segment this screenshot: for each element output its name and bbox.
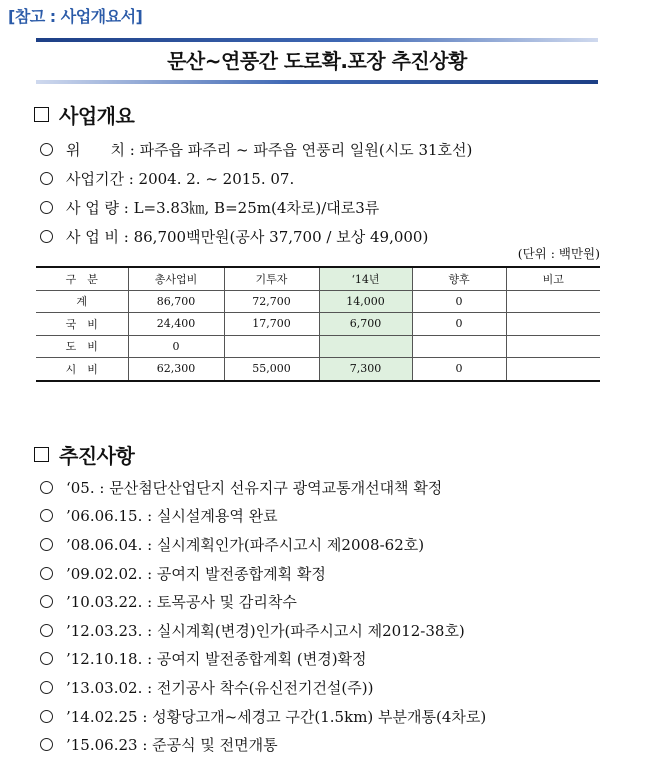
list-item: 사업기간 : 2004. 2. ~ 2015. 07.: [40, 164, 472, 193]
overview-heading: [34, 100, 134, 129]
circle-bullet-icon: [40, 710, 53, 723]
list-item: ’14.02.25 : 성황당고개~세경고 구간(1.5km) 부분개통(4차로): [40, 702, 486, 731]
list-item: ’09.02.02. : 공여지 발전종합계획 확정: [40, 559, 486, 588]
square-bullet-icon: [34, 107, 49, 122]
circle-bullet-icon: [40, 681, 53, 694]
table-cell: [319, 335, 412, 358]
header-cell: ‘14년: [319, 267, 412, 290]
table-cell: [224, 335, 319, 358]
title-bottom-bar: [36, 80, 598, 84]
table-cell: [412, 335, 506, 358]
table-cell: 국 비: [36, 313, 128, 336]
table-row: [36, 313, 600, 336]
progress-heading-text: 추진사항: [59, 444, 135, 468]
list-item: ’13.03.02. : 전기공사 착수(유신전기건설(주)): [40, 673, 486, 702]
circle-bullet-icon: [40, 201, 53, 214]
table-cell: 0: [128, 335, 224, 358]
table-cell: 도 비: [36, 335, 128, 358]
progress-list: [40, 473, 486, 759]
page-title: 문산~연풍간 도로확.포장 추진상황: [167, 49, 467, 73]
list-item: 사 업 비 : 86,700백만원(공사 37,700 / 보상 49,000): [40, 222, 472, 251]
table-cell: 시 비: [36, 358, 128, 381]
unit-note: (단위 : 백만원): [517, 246, 600, 261]
table-cell: 17,700: [224, 313, 319, 336]
list-item: ’08.06.04. : 실시계획인가(파주시고시 제2008-62호): [40, 530, 486, 559]
circle-bullet-icon: [40, 624, 53, 637]
circle-bullet-icon: [40, 172, 53, 185]
circle-bullet-icon: [40, 143, 53, 156]
table-cell: [506, 290, 600, 313]
progress-heading: [34, 440, 134, 469]
list-item: ’10.03.22. : 토목공사 및 감리착수: [40, 587, 486, 616]
header-cell: 비고: [506, 267, 600, 290]
circle-bullet-icon: [40, 567, 53, 580]
table-cell: [506, 358, 600, 381]
header-cell: 기투자: [224, 267, 319, 290]
circle-bullet-icon: [40, 738, 53, 751]
table-cell: 7,300: [319, 358, 412, 381]
list-item: ’12.03.23. : 실시계획(변경)인가(파주시고시 제2012-38호): [40, 616, 486, 645]
title-block: [36, 38, 598, 84]
table-cell: 0: [412, 290, 506, 313]
list-item: ’12.10.18. : 공여지 발전종합계획 (변경)확정: [40, 645, 486, 674]
budget-table: [36, 266, 600, 382]
table-header-row: [36, 267, 600, 290]
header-cell: 향후: [412, 267, 506, 290]
circle-bullet-icon: [40, 538, 53, 551]
table-cell: 계: [36, 290, 128, 313]
reference-label: [참고 : 사업개요서]: [8, 7, 143, 26]
table-cell: 24,400: [128, 313, 224, 336]
list-item: 사 업 량 : L=3.83㎞, B=25m(4차로)/대로3류: [40, 193, 472, 222]
overview-list: [40, 135, 472, 251]
header-cell: 구 분: [36, 267, 128, 290]
table-row: [36, 358, 600, 381]
list-item: 위 치 : 파주읍 파주리 ~ 파주읍 연풍리 일원(시도 31호선): [40, 135, 472, 164]
list-item: ‘05. : 문산첨단산업단지 선유지구 광역교통개선대책 확정: [40, 473, 486, 502]
table-cell: 0: [412, 313, 506, 336]
table-cell: 72,700: [224, 290, 319, 313]
header-cell: 총사업비: [128, 267, 224, 290]
table-cell: 62,300: [128, 358, 224, 381]
table-cell: [506, 335, 600, 358]
table-row: [36, 290, 600, 313]
table-cell: 6,700: [319, 313, 412, 336]
square-bullet-icon: [34, 447, 49, 462]
circle-bullet-icon: [40, 652, 53, 665]
table-cell: 14,000: [319, 290, 412, 313]
table-row: [36, 335, 600, 358]
table-cell: 86,700: [128, 290, 224, 313]
table-cell: [506, 313, 600, 336]
circle-bullet-icon: [40, 509, 53, 522]
circle-bullet-icon: [40, 595, 53, 608]
circle-bullet-icon: [40, 230, 53, 243]
table-cell: 0: [412, 358, 506, 381]
circle-bullet-icon: [40, 481, 53, 494]
list-item: ’06.06.15. : 실시설계용역 완료: [40, 502, 486, 531]
list-item: ’15.06.23 : 준공식 및 전면개통: [40, 730, 486, 759]
table-cell: 55,000: [224, 358, 319, 381]
overview-heading-text: 사업개요: [59, 104, 135, 128]
